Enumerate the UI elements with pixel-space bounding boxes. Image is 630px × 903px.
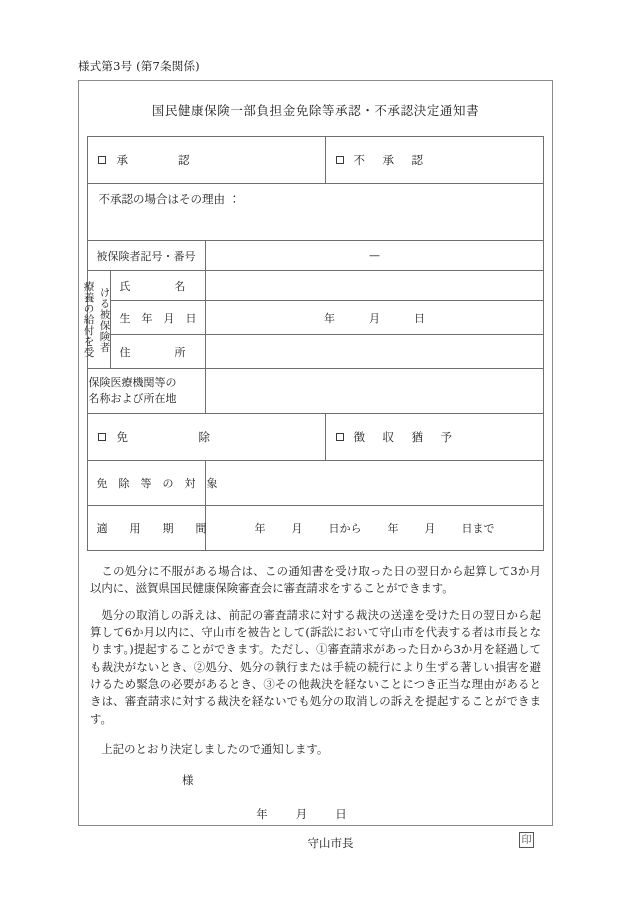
deferment-checkbox[interactable]	[336, 433, 344, 441]
litigation-notice-paragraph: 処分の取消しの訴えは、前記の審査請求に対する裁決の送達を受けた日の翌日から起算して6か月以内に、守山市を被告として(訴訟において守山市を代表する者は市長となります。)提起することができます。ただし、①審査請求があった日から3か月を経過しても裁決がないとき、②処分、処分の執行または手続の続行により生ずる著しい損害を避けるため緊急の必要があるとき、③その他裁決を経ないことにつき正当な理由があるときは、審査請求に対する裁決を経ないでも処分の取消しの訴えを提起することができます。	[90, 607, 541, 726]
insured-name-label: 氏 名	[119, 279, 186, 293]
deferment-cell[interactable]	[325, 414, 543, 461]
table-row-decision	[88, 137, 543, 184]
deny-checkbox[interactable]	[336, 156, 344, 164]
target-label: 免 除 等 の 対 象	[96, 477, 218, 490]
period-to-year-unit: 年	[387, 522, 399, 535]
table-row-target	[88, 461, 543, 506]
period-value[interactable]	[206, 506, 543, 551]
institution-label-line2: 名称および所在地	[88, 392, 177, 405]
birthdate-year-unit: 年	[323, 311, 335, 325]
exempt-cell[interactable]	[88, 414, 325, 461]
institution-label-line1: 保険医療機関等の	[88, 376, 177, 390]
insured-number-value[interactable]: —	[206, 241, 543, 271]
reason-cell[interactable]	[88, 184, 543, 241]
period-label-cell	[88, 506, 206, 551]
period-from-day-unit: 日から	[328, 522, 362, 535]
approve-checkbox[interactable]	[98, 156, 106, 164]
insured-birthdate-value[interactable]	[206, 301, 543, 335]
target-label-cell	[88, 461, 218, 506]
insured-vertical-label-left: ける被保険者	[98, 286, 111, 353]
signature-year-unit: 年	[256, 807, 268, 822]
deny-label: 不 承 認	[353, 153, 426, 167]
institution-label-cell	[88, 369, 206, 414]
issuer-line	[79, 835, 552, 851]
table-row-insured-number	[88, 241, 543, 271]
insured-vertical-label-right: 療養の給付を受	[82, 281, 95, 358]
insured-number-label-cell	[88, 241, 206, 271]
appeal-notice-paragraph: この処分に不服がある場合は、この通知書を受け取った日の翌日から起算して3か月以内に、滋賀県国民健康保険審査会に審査請求をすることができます。	[90, 564, 541, 596]
birthdate-day-unit: 日	[413, 311, 425, 325]
table-row-period	[88, 506, 543, 551]
table-row-exemption	[88, 414, 543, 461]
table-row-institution	[88, 369, 543, 414]
insured-address-label: 住 所	[119, 345, 186, 359]
issuer-name: 守山市長	[307, 836, 354, 851]
insured-name-label-cell	[111, 271, 206, 301]
insured-address-value[interactable]	[206, 335, 543, 369]
insured-birthdate-label: 生 年 月 日	[119, 311, 197, 325]
period-label: 適 用 期 間	[96, 522, 207, 535]
institution-value[interactable]	[206, 369, 543, 414]
deny-cell[interactable]	[325, 137, 543, 184]
signature-month-unit: 月	[295, 807, 308, 822]
seal-icon: 印	[519, 832, 534, 848]
form-sheet	[78, 80, 553, 851]
exempt-checkbox[interactable]	[98, 433, 106, 441]
table-row-insured-birthdate	[88, 301, 543, 335]
approve-cell[interactable]	[88, 137, 325, 184]
form-number-label: 様式第3号 (第7条関係)	[78, 59, 200, 73]
deferment-label: 徴 収 猶 予	[353, 430, 455, 444]
insured-name-value[interactable]	[206, 271, 543, 301]
period-from-year-unit: 年	[254, 522, 266, 535]
exempt-label: 免 除	[116, 430, 219, 444]
signature-day-unit: 日	[335, 807, 347, 822]
period-to-day-unit: 日まで	[461, 522, 495, 535]
page-title: 国民健康保険一部負担金免除等承認・不承認決定通知書	[151, 103, 480, 118]
insured-address-label-cell	[111, 335, 206, 369]
addressee-line[interactable]: 様	[182, 773, 194, 788]
approve-label: 承 認	[116, 153, 199, 167]
period-to-month-unit: 月	[424, 522, 436, 535]
signature-date-line[interactable]	[79, 806, 552, 822]
table-row-reason	[88, 184, 543, 241]
table-row-insured-address	[88, 335, 543, 369]
insured-vertical-label-cell	[82, 271, 111, 369]
target-value[interactable]	[206, 461, 543, 506]
table-row-insured-name	[88, 271, 543, 301]
birthdate-month-unit: 月	[368, 311, 380, 325]
period-from-month-unit: 月	[291, 522, 303, 535]
insured-birthdate-label-cell	[111, 301, 206, 335]
insured-number-label: 被保険者記号・番号	[96, 249, 196, 263]
notice-table	[82, 136, 543, 551]
reason-label: 不承認の場合はその理由 ：	[98, 192, 241, 206]
conclusion-paragraph: 上記のとおり決定しましたので通知します。	[101, 741, 329, 756]
